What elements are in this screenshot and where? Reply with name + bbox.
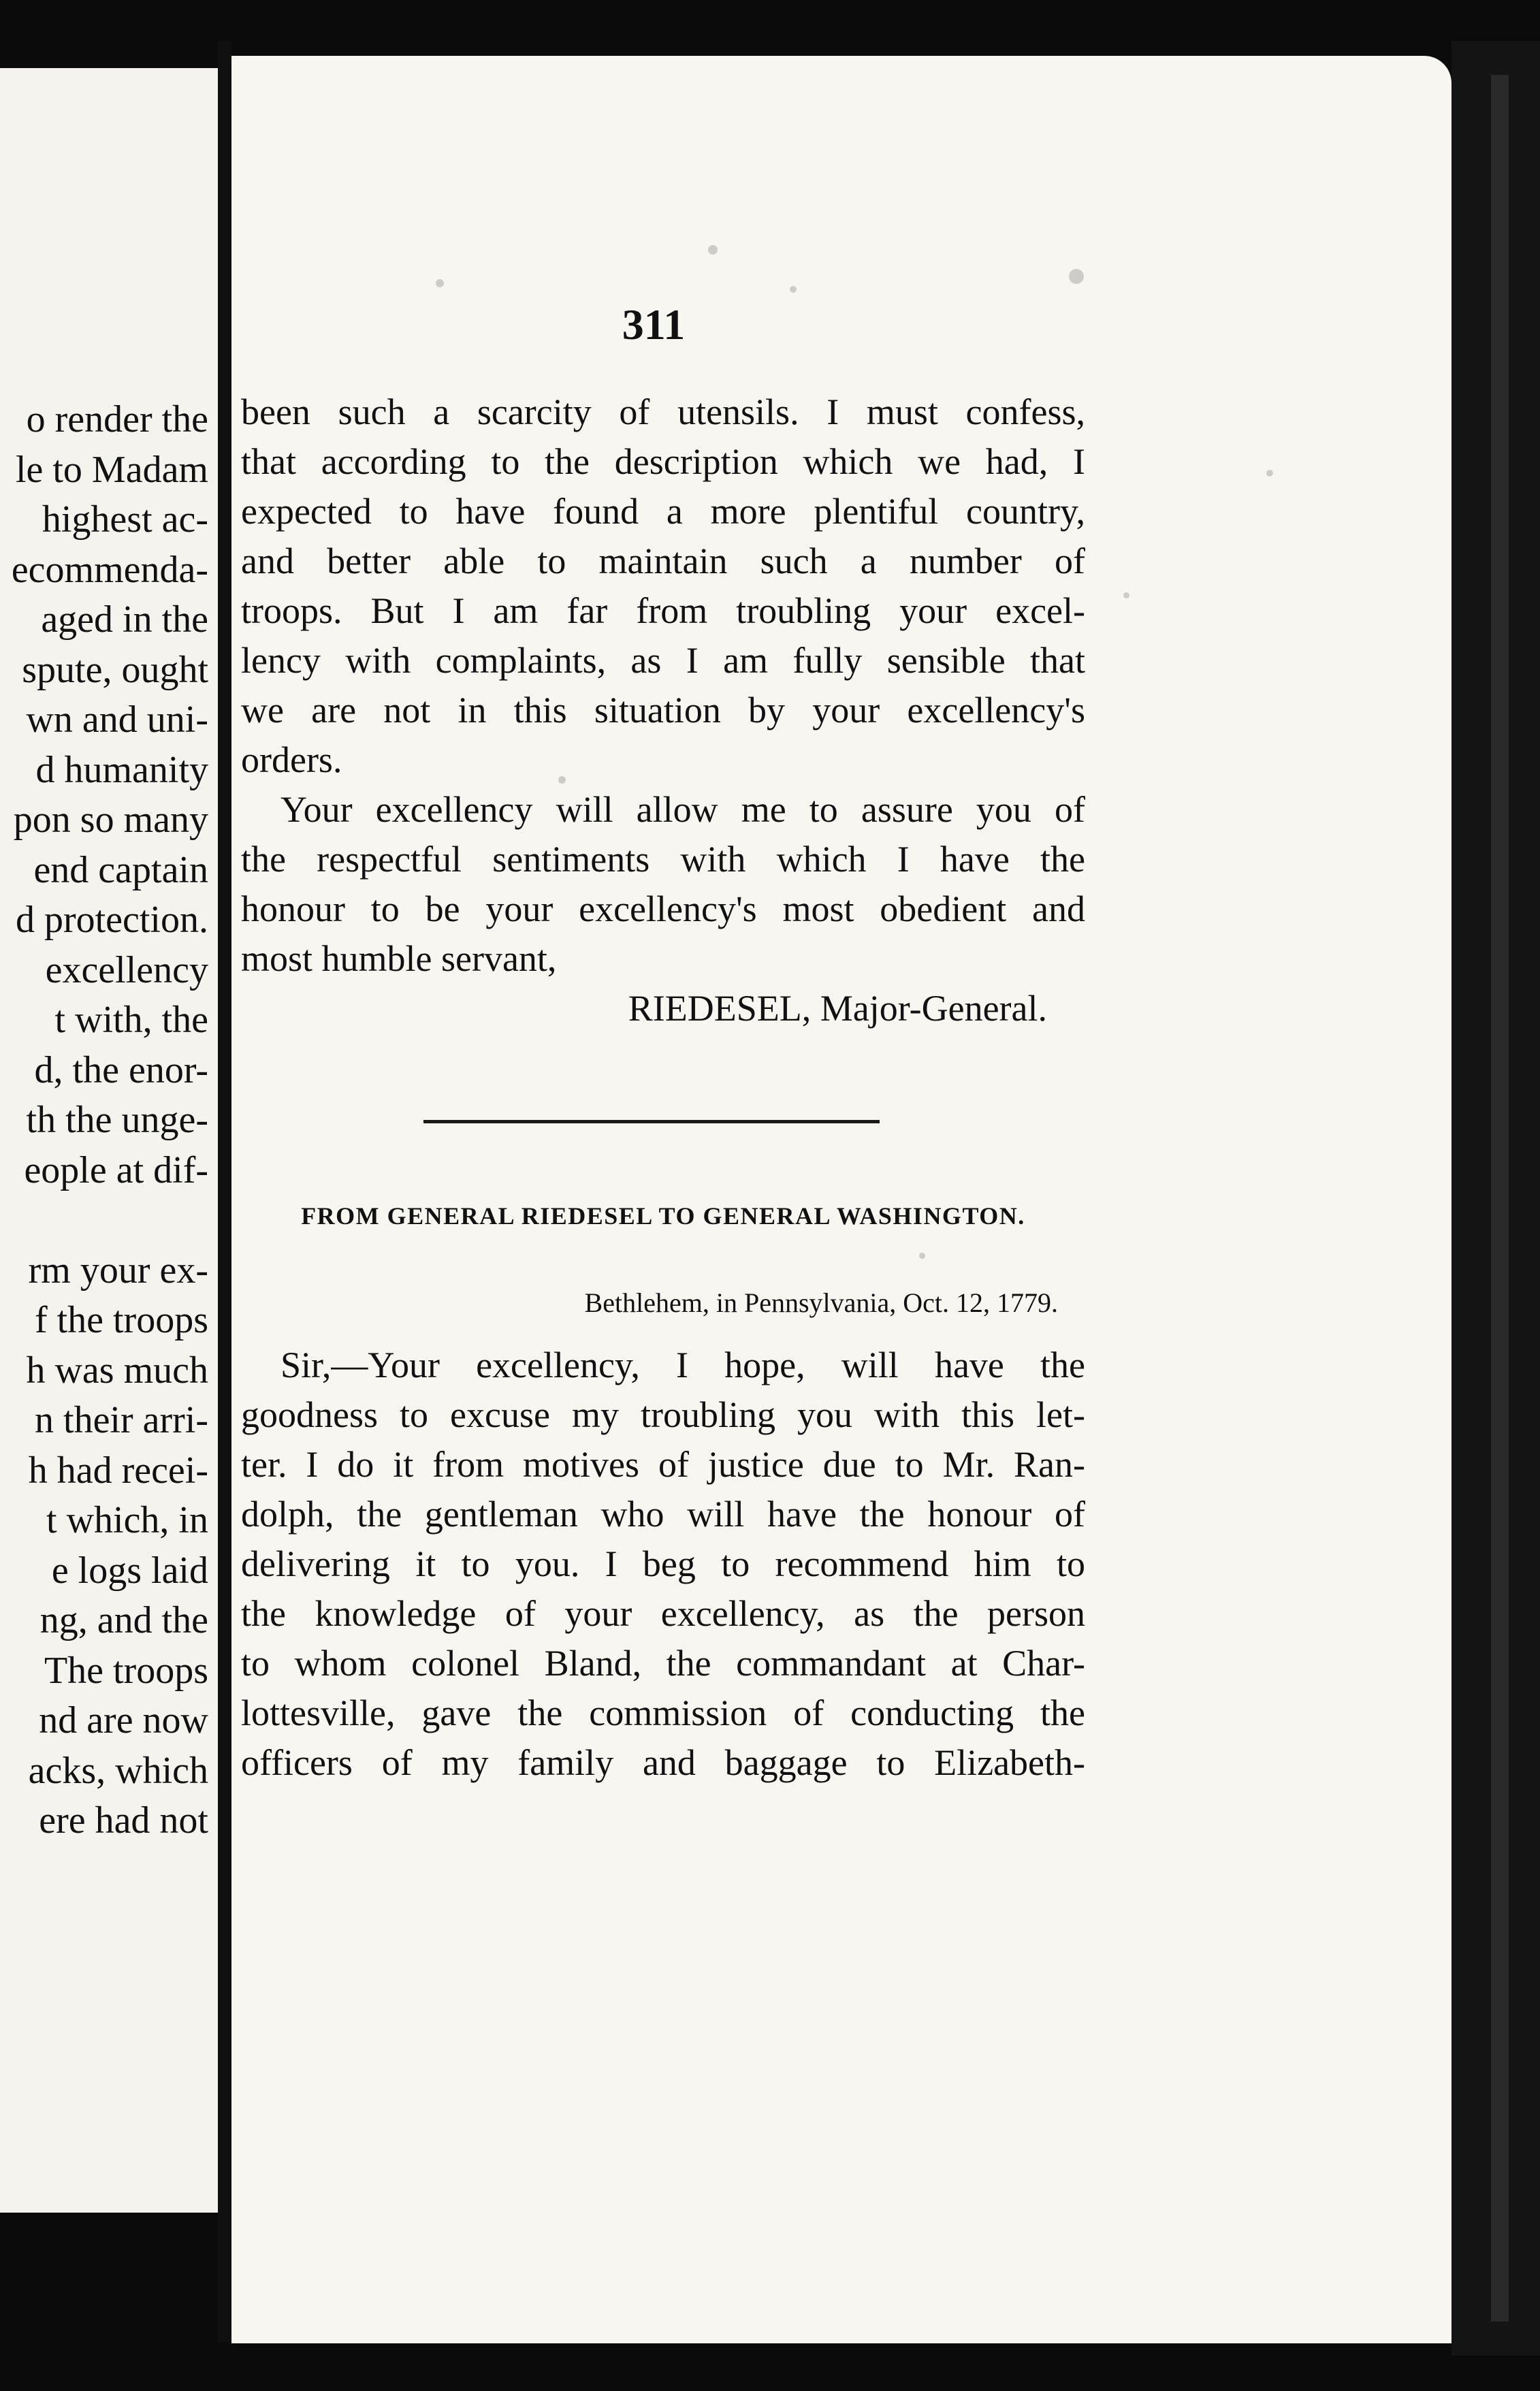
facing-page-text xyxy=(0,395,208,1846)
body-line: troops. But I am far from troubling your excel- xyxy=(241,590,1085,631)
facing-line: The troops xyxy=(44,1649,208,1692)
body-line: Sir,—Your excellency, I hope, will have the xyxy=(280,1345,1085,1385)
facing-line: pon so many xyxy=(13,799,208,841)
facing-page-left xyxy=(0,68,218,2213)
body-line: the respectful sentiments with which I have the xyxy=(241,839,1085,880)
facing-line xyxy=(0,1196,208,1246)
dateline: Bethlehem, in Pennsylvania, Oct. 12, 1779. xyxy=(584,1287,1058,1318)
facing-line: f the troops xyxy=(34,1299,208,1341)
facing-line: t with, the xyxy=(54,999,208,1041)
body-line: lottesville, gave the commission of conducting the xyxy=(241,1692,1085,1733)
body-line: to whom colonel Bland, the commandant at Char- xyxy=(241,1643,1085,1684)
body-line: honour to be your excellency's most obedient and xyxy=(241,888,1085,929)
facing-line: aged in the xyxy=(41,598,208,641)
facing-line: d protection. xyxy=(15,899,208,941)
facing-line: spute, ought xyxy=(22,648,208,691)
facing-line: n their arri- xyxy=(35,1399,208,1441)
facing-line: le to Madam xyxy=(15,448,208,491)
facing-line: o render the xyxy=(26,398,208,440)
facing-line: wn and uni- xyxy=(26,699,208,741)
facing-line: rm your ex- xyxy=(28,1249,208,1291)
body-line: ter. I do it from motives of justice due to Mr. Ran- xyxy=(241,1444,1085,1485)
body-line: most humble servant, xyxy=(241,938,557,979)
page-number: 311 xyxy=(622,300,686,349)
facing-line: eople at dif- xyxy=(24,1149,208,1191)
body-line: delivering it to you. I beg to recommend him to xyxy=(241,1543,1085,1584)
facing-line: ng, and the xyxy=(39,1599,208,1641)
facing-line: nd are now xyxy=(39,1699,208,1742)
body-line: and better able to maintain such a number of xyxy=(241,541,1085,581)
body-line: the knowledge of your excellency, as the person xyxy=(241,1593,1085,1634)
body-line: expected to have found a more plentiful country, xyxy=(241,491,1085,532)
facing-line: e logs laid xyxy=(51,1549,208,1592)
facing-line: acks, which xyxy=(28,1749,208,1792)
facing-line: end captain xyxy=(33,848,208,891)
facing-line: ecommenda- xyxy=(11,548,208,591)
facing-line: highest ac- xyxy=(42,498,208,541)
body-line: goodness to excuse my troubling you with this let- xyxy=(241,1394,1085,1435)
facing-line: t which, in xyxy=(46,1499,208,1541)
letter-heading: FROM GENERAL RIEDESEL TO GENERAL WASHINGTON. xyxy=(301,1202,1025,1230)
signature: RIEDESEL, Major-General. xyxy=(628,988,1047,1029)
facing-line: excellency xyxy=(45,948,208,991)
section-divider xyxy=(423,1120,880,1123)
body-line: lency with complaints, as I am fully sensible that xyxy=(241,640,1085,681)
book-gutter xyxy=(218,41,231,2342)
body-line: officers of my family and baggage to Elizabeth- xyxy=(241,1742,1085,1783)
facing-line: th the unge- xyxy=(26,1099,208,1141)
body-line: Your excellency will allow me to assure you of xyxy=(280,789,1085,830)
body-line: been such a scarcity of utensils. I must confess, xyxy=(241,391,1085,432)
body-line: that according to the description which we had, I xyxy=(241,441,1085,482)
facing-line: ere had not xyxy=(39,1799,208,1842)
facing-line: h had recei- xyxy=(28,1449,208,1492)
facing-line: d humanity xyxy=(35,748,208,791)
facing-line: d, the enor- xyxy=(34,1048,208,1091)
body-line: orders. xyxy=(241,739,342,780)
facing-line: h was much xyxy=(26,1349,208,1392)
body-line: we are not in this situation by your excellency's xyxy=(241,690,1085,731)
binding-edge xyxy=(1491,75,1509,2322)
body-line: dolph, the gentleman who will have the honour of xyxy=(241,1494,1085,1535)
